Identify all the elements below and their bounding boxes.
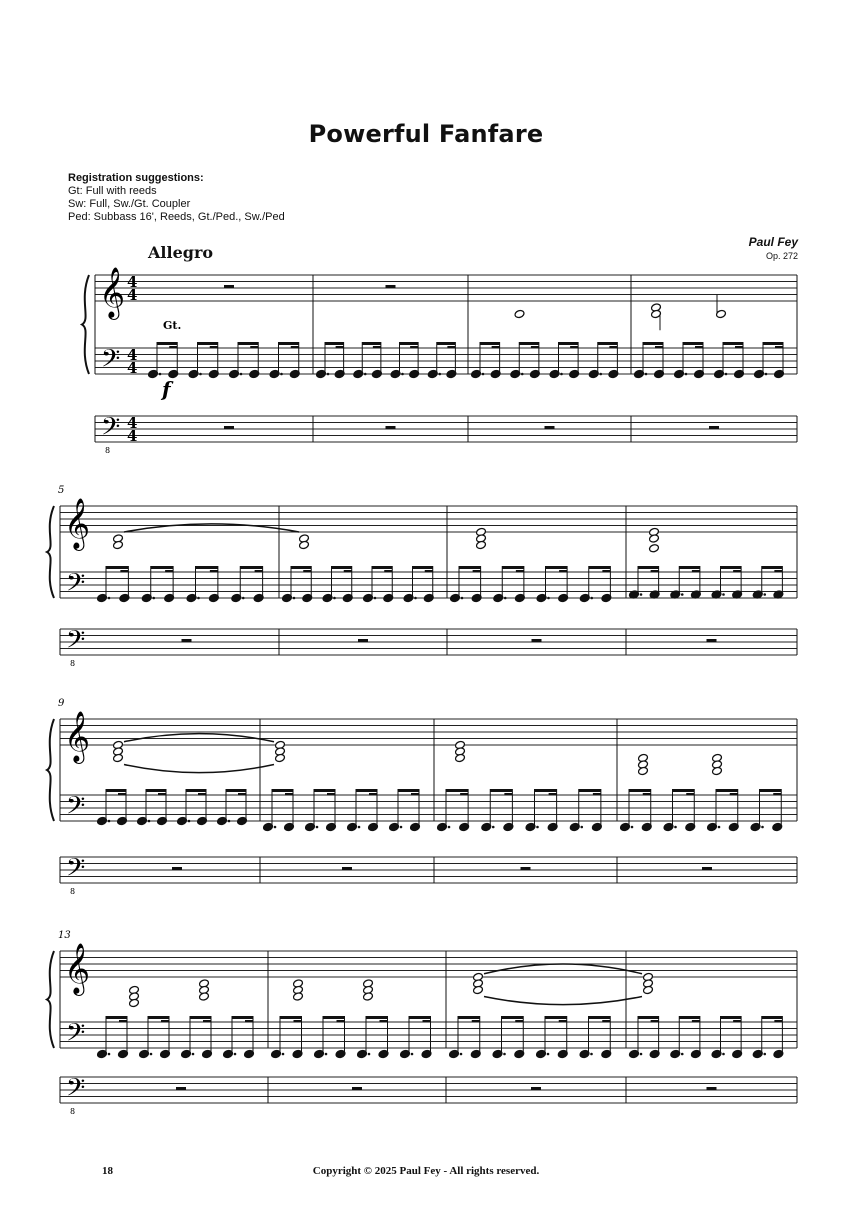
beam-partial bbox=[643, 793, 651, 796]
measure-number: 13 bbox=[58, 930, 71, 941]
beam bbox=[323, 1016, 345, 1019]
octave-bassa-mark: 8 bbox=[70, 659, 76, 668]
augmentation-dot bbox=[400, 826, 403, 829]
whole-rest bbox=[176, 1087, 186, 1090]
octave-bassa-mark: 8 bbox=[105, 446, 111, 455]
beam bbox=[546, 566, 568, 569]
beam-partial bbox=[169, 346, 177, 349]
beam bbox=[643, 342, 663, 345]
augmentation-dot bbox=[547, 1053, 550, 1056]
augmentation-dot bbox=[438, 373, 441, 376]
beam-partial bbox=[369, 793, 377, 796]
beam bbox=[106, 789, 126, 792]
augmentation-dot bbox=[368, 1053, 371, 1056]
beam-partial bbox=[210, 346, 218, 349]
bass-clef: 𝄢 bbox=[66, 791, 86, 827]
augmentation-dot bbox=[580, 826, 583, 829]
beam bbox=[238, 342, 258, 345]
bass-staff bbox=[60, 1022, 797, 1048]
beam bbox=[638, 566, 659, 569]
copyright-notice: Copyright © 2025 Paul Fey - All rights reserved. bbox=[312, 1165, 540, 1177]
augmentation-dot bbox=[482, 373, 485, 376]
beam bbox=[535, 789, 557, 792]
beam bbox=[459, 566, 481, 569]
augmentation-dot bbox=[461, 597, 464, 600]
beam-partial bbox=[655, 346, 663, 349]
beam-partial bbox=[602, 1020, 610, 1023]
beam bbox=[545, 1016, 567, 1019]
beam bbox=[106, 566, 128, 569]
beam bbox=[579, 789, 601, 792]
beam-partial bbox=[686, 793, 694, 796]
beam bbox=[362, 342, 381, 345]
augmentation-dot bbox=[152, 597, 155, 600]
beam-partial bbox=[294, 1020, 302, 1023]
bass-clef: 𝄢 bbox=[101, 344, 121, 380]
augmentation-dot bbox=[234, 1053, 237, 1056]
beam-partial bbox=[609, 346, 617, 349]
augmentation-dot bbox=[316, 826, 319, 829]
notehead bbox=[514, 309, 525, 318]
beam bbox=[332, 566, 352, 569]
beam-partial bbox=[492, 346, 500, 349]
notehead bbox=[649, 544, 660, 553]
beam-partial bbox=[733, 570, 741, 573]
augmentation-dot bbox=[503, 1053, 506, 1056]
whole-rest bbox=[224, 426, 234, 429]
whole-rest bbox=[386, 426, 396, 429]
whole-rest bbox=[532, 639, 542, 642]
beam-partial bbox=[531, 346, 539, 349]
beam bbox=[673, 789, 695, 792]
augmentation-dot bbox=[640, 593, 643, 596]
augmentation-dot bbox=[631, 826, 634, 829]
augmentation-dot bbox=[763, 593, 766, 596]
augmentation-dot bbox=[640, 1053, 643, 1056]
augmentation-dot bbox=[718, 826, 721, 829]
beam-partial bbox=[651, 570, 659, 573]
beam-partial bbox=[380, 1020, 388, 1023]
beam-partial bbox=[165, 570, 173, 573]
augmentation-dot bbox=[240, 373, 243, 376]
beam bbox=[151, 566, 173, 569]
treble-staff bbox=[60, 951, 797, 977]
beam-partial bbox=[384, 570, 392, 573]
augmentation-dot bbox=[188, 820, 191, 823]
whole-rest bbox=[386, 285, 396, 288]
beam bbox=[589, 566, 611, 569]
whole-rest bbox=[521, 867, 531, 870]
grand-staff-brace bbox=[82, 275, 89, 374]
augmentation-dot bbox=[199, 373, 202, 376]
beam bbox=[679, 566, 700, 569]
beam bbox=[157, 342, 177, 345]
treble-clef: 𝄞 bbox=[64, 711, 91, 762]
beam bbox=[598, 342, 618, 345]
treble-clef: 𝄞 bbox=[64, 498, 91, 549]
augmentation-dot bbox=[599, 373, 602, 376]
beam bbox=[291, 566, 311, 569]
whole-rest bbox=[182, 639, 192, 642]
beam-partial bbox=[410, 346, 418, 349]
beam-partial bbox=[119, 1020, 127, 1023]
time-signature-numerator: 4 bbox=[127, 414, 138, 432]
beam bbox=[314, 789, 335, 792]
beam-partial bbox=[515, 1020, 523, 1023]
augmentation-dot bbox=[327, 373, 330, 376]
octave-bassa-mark: 8 bbox=[70, 887, 76, 896]
bass-staff bbox=[60, 795, 797, 821]
beam bbox=[437, 342, 456, 345]
beam bbox=[721, 1016, 742, 1019]
augmentation-dot bbox=[448, 826, 451, 829]
beam-partial bbox=[337, 1020, 345, 1023]
beam bbox=[190, 1016, 211, 1019]
beam-partial bbox=[423, 1020, 431, 1023]
beam-partial bbox=[327, 793, 335, 796]
registration-line-gt: Gt: Full with reeds bbox=[68, 185, 157, 197]
beam bbox=[413, 566, 433, 569]
beam-partial bbox=[210, 570, 218, 573]
page-title: Powerful Fanfare bbox=[308, 120, 544, 148]
augmentation-dot bbox=[333, 597, 336, 600]
beam bbox=[398, 789, 419, 792]
augmentation-dot bbox=[411, 1053, 414, 1056]
beam bbox=[629, 789, 651, 792]
manual-label: Gt. bbox=[163, 319, 182, 332]
whole-rest bbox=[342, 867, 352, 870]
augmentation-dot bbox=[504, 597, 507, 600]
whole-rest bbox=[707, 639, 717, 642]
augmentation-dot bbox=[492, 826, 495, 829]
registration-line-sw: Sw: Full, Sw./Gt. Coupler bbox=[68, 198, 191, 210]
augmentation-dot bbox=[645, 373, 648, 376]
augmentation-dot bbox=[722, 1053, 725, 1056]
beam bbox=[589, 1016, 611, 1019]
whole-rest bbox=[702, 867, 712, 870]
beam bbox=[763, 342, 783, 345]
beam-partial bbox=[504, 793, 512, 796]
beam-partial bbox=[255, 570, 263, 573]
augmentation-dot bbox=[242, 597, 245, 600]
beam bbox=[716, 789, 738, 792]
beam-partial bbox=[516, 570, 524, 573]
measure-number: 9 bbox=[58, 698, 65, 709]
beam bbox=[638, 1016, 659, 1019]
beam-partial bbox=[303, 570, 311, 573]
opus-number: Op. 272 bbox=[765, 251, 798, 261]
augmentation-dot bbox=[725, 373, 728, 376]
beam-partial bbox=[447, 346, 455, 349]
time-signature-numerator: 4 bbox=[127, 273, 138, 291]
beam bbox=[762, 1016, 783, 1019]
treble-staff bbox=[60, 719, 797, 745]
augmentation-dot bbox=[150, 1053, 153, 1056]
treble-staff bbox=[95, 275, 797, 301]
beam-partial bbox=[238, 793, 246, 796]
bass-clef: 𝄢 bbox=[66, 568, 86, 604]
augmentation-dot bbox=[159, 373, 162, 376]
augmentation-dot bbox=[761, 826, 764, 829]
tie bbox=[484, 964, 642, 974]
beam-partial bbox=[695, 346, 703, 349]
augmentation-dot bbox=[521, 373, 524, 376]
bass-staff bbox=[95, 348, 797, 374]
composer-name: Paul Fey bbox=[748, 235, 798, 249]
beam-partial bbox=[425, 570, 433, 573]
grand-staff-brace bbox=[47, 719, 54, 821]
pedal-staff bbox=[60, 857, 797, 883]
beam bbox=[272, 789, 293, 792]
augmentation-dot bbox=[590, 1053, 593, 1056]
pedal-staff bbox=[60, 1077, 797, 1103]
time-signature-numerator: 4 bbox=[127, 346, 138, 364]
tie bbox=[124, 734, 274, 742]
augmentation-dot bbox=[536, 826, 539, 829]
beam-partial bbox=[411, 793, 419, 796]
beam-partial bbox=[198, 793, 206, 796]
augmentation-dot bbox=[192, 1053, 195, 1056]
whole-rest bbox=[358, 639, 368, 642]
beam-partial bbox=[336, 346, 344, 349]
beam bbox=[372, 566, 392, 569]
augmentation-dot bbox=[358, 826, 361, 829]
beam bbox=[196, 566, 218, 569]
pedal-staff bbox=[95, 416, 797, 442]
beam bbox=[146, 789, 166, 792]
beam bbox=[366, 1016, 388, 1019]
whole-rest bbox=[709, 426, 719, 429]
grand-staff-brace bbox=[47, 951, 54, 1048]
augmentation-dot bbox=[374, 597, 377, 600]
augmentation-dot bbox=[228, 820, 231, 823]
whole-rest bbox=[707, 1087, 717, 1090]
beam-partial bbox=[692, 1020, 700, 1023]
beam-partial bbox=[285, 793, 293, 796]
pedal-staff bbox=[60, 629, 797, 655]
beam-partial bbox=[773, 793, 781, 796]
whole-rest bbox=[352, 1087, 362, 1090]
tie bbox=[124, 765, 274, 773]
time-signature-denominator: 4 bbox=[127, 359, 138, 377]
augmentation-dot bbox=[547, 597, 550, 600]
beam bbox=[400, 342, 419, 345]
whole-rest bbox=[224, 285, 234, 288]
beam-partial bbox=[692, 570, 700, 573]
beam bbox=[106, 1016, 127, 1019]
beam bbox=[490, 789, 512, 792]
augmentation-dot bbox=[763, 1053, 766, 1056]
beam-partial bbox=[473, 570, 481, 573]
bass-clef: 𝄢 bbox=[66, 625, 86, 661]
beam-partial bbox=[158, 793, 166, 796]
beam bbox=[186, 789, 206, 792]
beam-partial bbox=[120, 570, 128, 573]
augmentation-dot bbox=[108, 820, 111, 823]
augmentation-dot bbox=[560, 373, 563, 376]
beam bbox=[458, 1016, 480, 1019]
augmentation-dot bbox=[681, 593, 684, 596]
bass-clef: 𝄢 bbox=[101, 412, 121, 448]
page-number: 18 bbox=[102, 1165, 113, 1177]
beam-partial bbox=[570, 346, 578, 349]
treble-clef: 𝄞 bbox=[99, 267, 126, 318]
beam bbox=[198, 342, 218, 345]
beam bbox=[148, 1016, 169, 1019]
beam-partial bbox=[203, 1020, 211, 1023]
beam bbox=[723, 342, 743, 345]
beam bbox=[356, 789, 377, 792]
tempo-marking: Allegro bbox=[148, 243, 214, 262]
tie bbox=[484, 997, 642, 1005]
beam bbox=[760, 789, 782, 792]
beam-partial bbox=[774, 1020, 782, 1023]
beam bbox=[480, 342, 500, 345]
augmentation-dot bbox=[282, 1053, 285, 1056]
augmentation-dot bbox=[765, 373, 768, 376]
augmentation-dot bbox=[414, 597, 417, 600]
beam-partial bbox=[602, 570, 610, 573]
beam bbox=[559, 342, 579, 345]
augmentation-dot bbox=[148, 820, 151, 823]
beam-partial bbox=[549, 793, 557, 796]
bass-clef: 𝄢 bbox=[66, 853, 86, 889]
bass-clef: 𝄢 bbox=[66, 1073, 86, 1109]
time-signature-denominator: 4 bbox=[127, 286, 138, 304]
augmentation-dot bbox=[108, 1053, 111, 1056]
beam bbox=[325, 342, 344, 345]
grand-staff-brace bbox=[47, 506, 54, 598]
beam bbox=[409, 1016, 431, 1019]
beam bbox=[232, 1016, 253, 1019]
dynamic-marking: f bbox=[162, 377, 171, 401]
beam-partial bbox=[559, 570, 567, 573]
beam-partial bbox=[651, 1020, 659, 1023]
augmentation-dot bbox=[274, 826, 277, 829]
beam bbox=[519, 342, 539, 345]
augmentation-dot bbox=[685, 373, 688, 376]
beam-partial bbox=[118, 793, 126, 796]
beam bbox=[683, 342, 703, 345]
treble-clef: 𝄞 bbox=[64, 943, 91, 994]
augmentation-dot bbox=[681, 1053, 684, 1056]
beam-partial bbox=[161, 1020, 169, 1023]
beam bbox=[679, 1016, 700, 1019]
augmentation-dot bbox=[364, 373, 367, 376]
bass-clef: 𝄢 bbox=[66, 1018, 86, 1054]
augmentation-dot bbox=[197, 597, 200, 600]
beam bbox=[721, 566, 742, 569]
beam-partial bbox=[472, 1020, 480, 1023]
beam-partial bbox=[460, 793, 468, 796]
beam bbox=[502, 1016, 524, 1019]
registration-line-ped: Ped: Subbass 16', Reeds, Gt./Ped., Sw./Ped bbox=[68, 211, 285, 223]
beam-partial bbox=[730, 793, 738, 796]
beam-partial bbox=[344, 570, 352, 573]
augmentation-dot bbox=[674, 826, 677, 829]
beam-partial bbox=[250, 346, 258, 349]
beam-partial bbox=[245, 1020, 253, 1023]
registration-heading: Registration suggestions: bbox=[68, 172, 204, 184]
augmentation-dot bbox=[401, 373, 404, 376]
whole-rest bbox=[545, 426, 555, 429]
octave-bassa-mark: 8 bbox=[70, 1107, 76, 1116]
whole-rest bbox=[531, 1087, 541, 1090]
beam bbox=[240, 566, 262, 569]
beam bbox=[446, 789, 468, 792]
beam bbox=[502, 566, 524, 569]
beam bbox=[226, 789, 246, 792]
beam-partial bbox=[735, 346, 743, 349]
beam bbox=[280, 1016, 302, 1019]
beam-partial bbox=[373, 346, 381, 349]
time-signature-denominator: 4 bbox=[127, 427, 138, 445]
augmentation-dot bbox=[460, 1053, 463, 1056]
augmentation-dot bbox=[280, 373, 283, 376]
beam-partial bbox=[593, 793, 601, 796]
beam-partial bbox=[775, 346, 783, 349]
augmentation-dot bbox=[108, 597, 111, 600]
measure-number: 5 bbox=[58, 485, 65, 496]
beam-partial bbox=[291, 346, 299, 349]
beam bbox=[279, 342, 299, 345]
beam-partial bbox=[559, 1020, 567, 1023]
augmentation-dot bbox=[722, 593, 725, 596]
beam bbox=[762, 566, 783, 569]
whole-rest bbox=[172, 867, 182, 870]
augmentation-dot bbox=[325, 1053, 328, 1056]
augmentation-dot bbox=[293, 597, 296, 600]
treble-staff bbox=[60, 506, 797, 532]
augmentation-dot bbox=[590, 597, 593, 600]
beam-partial bbox=[733, 1020, 741, 1023]
beam-partial bbox=[774, 570, 782, 573]
